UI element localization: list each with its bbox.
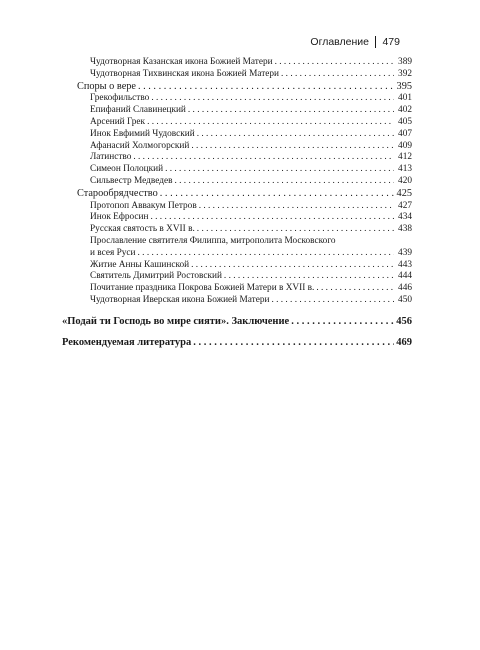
toc-entry-page: 443 <box>398 259 412 270</box>
toc-entry-title: Арсений Грек <box>90 116 146 127</box>
toc-entry-page: 395 <box>396 80 412 92</box>
dot-leader <box>316 283 394 295</box>
dot-leader <box>191 141 394 153</box>
toc-entry-page: 409 <box>398 140 412 151</box>
dot-leader <box>271 295 394 307</box>
toc-entry-title: Чудотворная Иверская икона Божией Матери <box>90 294 270 305</box>
toc-entry <box>62 129 412 141</box>
toc-entry-title: Споры о вере <box>77 80 136 92</box>
toc-entry <box>62 93 412 105</box>
toc-entry <box>62 224 412 236</box>
dot-leader <box>138 248 394 260</box>
toc-entry <box>62 176 412 188</box>
toc-entry-page: 450 <box>398 294 412 305</box>
dot-leader <box>193 336 394 349</box>
toc-entry-title: Рекомендуемая литература <box>62 336 192 348</box>
toc-entry <box>62 57 412 69</box>
toc-entry-page: 412 <box>398 152 412 163</box>
toc-entry <box>62 164 412 176</box>
toc-entry-title: Грекофильство <box>90 93 150 104</box>
section-title: Оглавление <box>310 36 369 48</box>
dot-leader <box>151 93 394 105</box>
toc-entry-page: 469 <box>396 336 412 348</box>
toc-section <box>62 188 412 201</box>
page-number: 479 <box>382 36 400 48</box>
toc-entry-page: 434 <box>398 212 412 223</box>
dot-leader <box>138 81 394 94</box>
toc-entry <box>62 105 412 117</box>
dot-leader <box>224 271 394 283</box>
toc-entry-title-line2: и всея Руси <box>90 247 136 258</box>
toc-entry-page: 446 <box>398 283 412 294</box>
toc-entry <box>62 271 412 283</box>
toc-entry-title: Епифаний Славинецкий <box>90 105 186 116</box>
toc-entry-title: Чудотворная Казанская икона Божией Матери <box>90 57 273 67</box>
toc-chapter <box>62 336 412 349</box>
toc-entry <box>62 283 412 295</box>
toc-entry-title: Афанасий Холмогорский <box>90 140 190 151</box>
toc-entry-page: 402 <box>398 105 412 116</box>
dot-leader <box>197 129 394 141</box>
dot-leader <box>199 201 394 213</box>
toc-entry <box>62 212 412 224</box>
dot-leader <box>160 188 394 201</box>
toc-entry <box>62 295 412 307</box>
toc-entry-page: 420 <box>398 175 412 186</box>
toc-entry <box>62 152 412 164</box>
toc-chapter <box>62 315 412 328</box>
toc-entry-page: 456 <box>396 315 412 327</box>
dot-leader <box>291 315 394 328</box>
toc-entry-title: Старообрядчество <box>77 187 158 199</box>
toc-section <box>62 81 412 94</box>
toc-entry-title: Инок Евфимий Чудовский <box>90 128 195 139</box>
toc-entry-page: 407 <box>398 128 412 139</box>
toc-entry <box>62 248 412 260</box>
dot-leader <box>197 224 394 236</box>
toc-entry-page: 405 <box>398 116 412 127</box>
toc-entry-title: Святитель Димитрий Ростовский <box>90 271 222 282</box>
toc-entry-page: 439 <box>398 247 412 258</box>
toc-entry-title: Латинство <box>90 152 132 163</box>
toc-entry <box>62 260 412 272</box>
toc-entry <box>62 141 412 153</box>
toc-entry-title: Симеон Полоцкий <box>90 164 164 175</box>
toc-entry-page: 392 <box>398 68 412 79</box>
toc-entry-title: Русская святость в XVII в. <box>90 224 195 235</box>
dot-leader <box>147 117 394 129</box>
toc-entry <box>62 69 412 81</box>
header-divider <box>375 36 377 48</box>
toc-entry-title: Чудотворная Тихвинская икона Божией Матери <box>90 68 280 79</box>
toc-entry-page: 401 <box>398 93 412 104</box>
toc-entry-title: Протопоп Аввакум Петров <box>90 200 197 211</box>
dot-leader <box>188 105 394 117</box>
toc-entry-page: 425 <box>396 187 412 199</box>
dot-leader <box>175 176 395 188</box>
running-head <box>310 36 400 48</box>
toc-entry-page: 427 <box>398 200 412 211</box>
toc-entry-page: 444 <box>398 271 412 282</box>
dot-leader <box>133 152 394 164</box>
table-of-contents <box>62 57 412 349</box>
toc-entry-page: 413 <box>398 164 412 175</box>
toc-entry-title: Почитание праздника Покрова Божией Матери в XVII в. <box>90 283 315 294</box>
toc-entry-title: Сильвестр Медведев <box>90 175 173 186</box>
spacer <box>62 328 412 336</box>
dot-leader <box>165 164 394 176</box>
toc-entry-title: Житие Анны Кашинской <box>90 259 190 270</box>
toc-entry-title: Инок Ефросин <box>90 212 149 223</box>
toc-entry <box>62 117 412 129</box>
dot-leader <box>151 212 395 224</box>
toc-entry-page: 389 <box>398 57 412 67</box>
toc-entry-title-line1: Прославление святителя Филиппа, митрополита Московского <box>90 235 336 246</box>
dot-leader <box>275 57 394 69</box>
toc-entry <box>62 201 412 213</box>
toc-entry-title: «Подай ти Господь во мире сияти». Заключение <box>62 315 290 327</box>
spacer <box>62 307 412 315</box>
dot-leader <box>281 69 394 81</box>
toc-entry-page: 438 <box>398 224 412 235</box>
dot-leader <box>191 260 394 272</box>
